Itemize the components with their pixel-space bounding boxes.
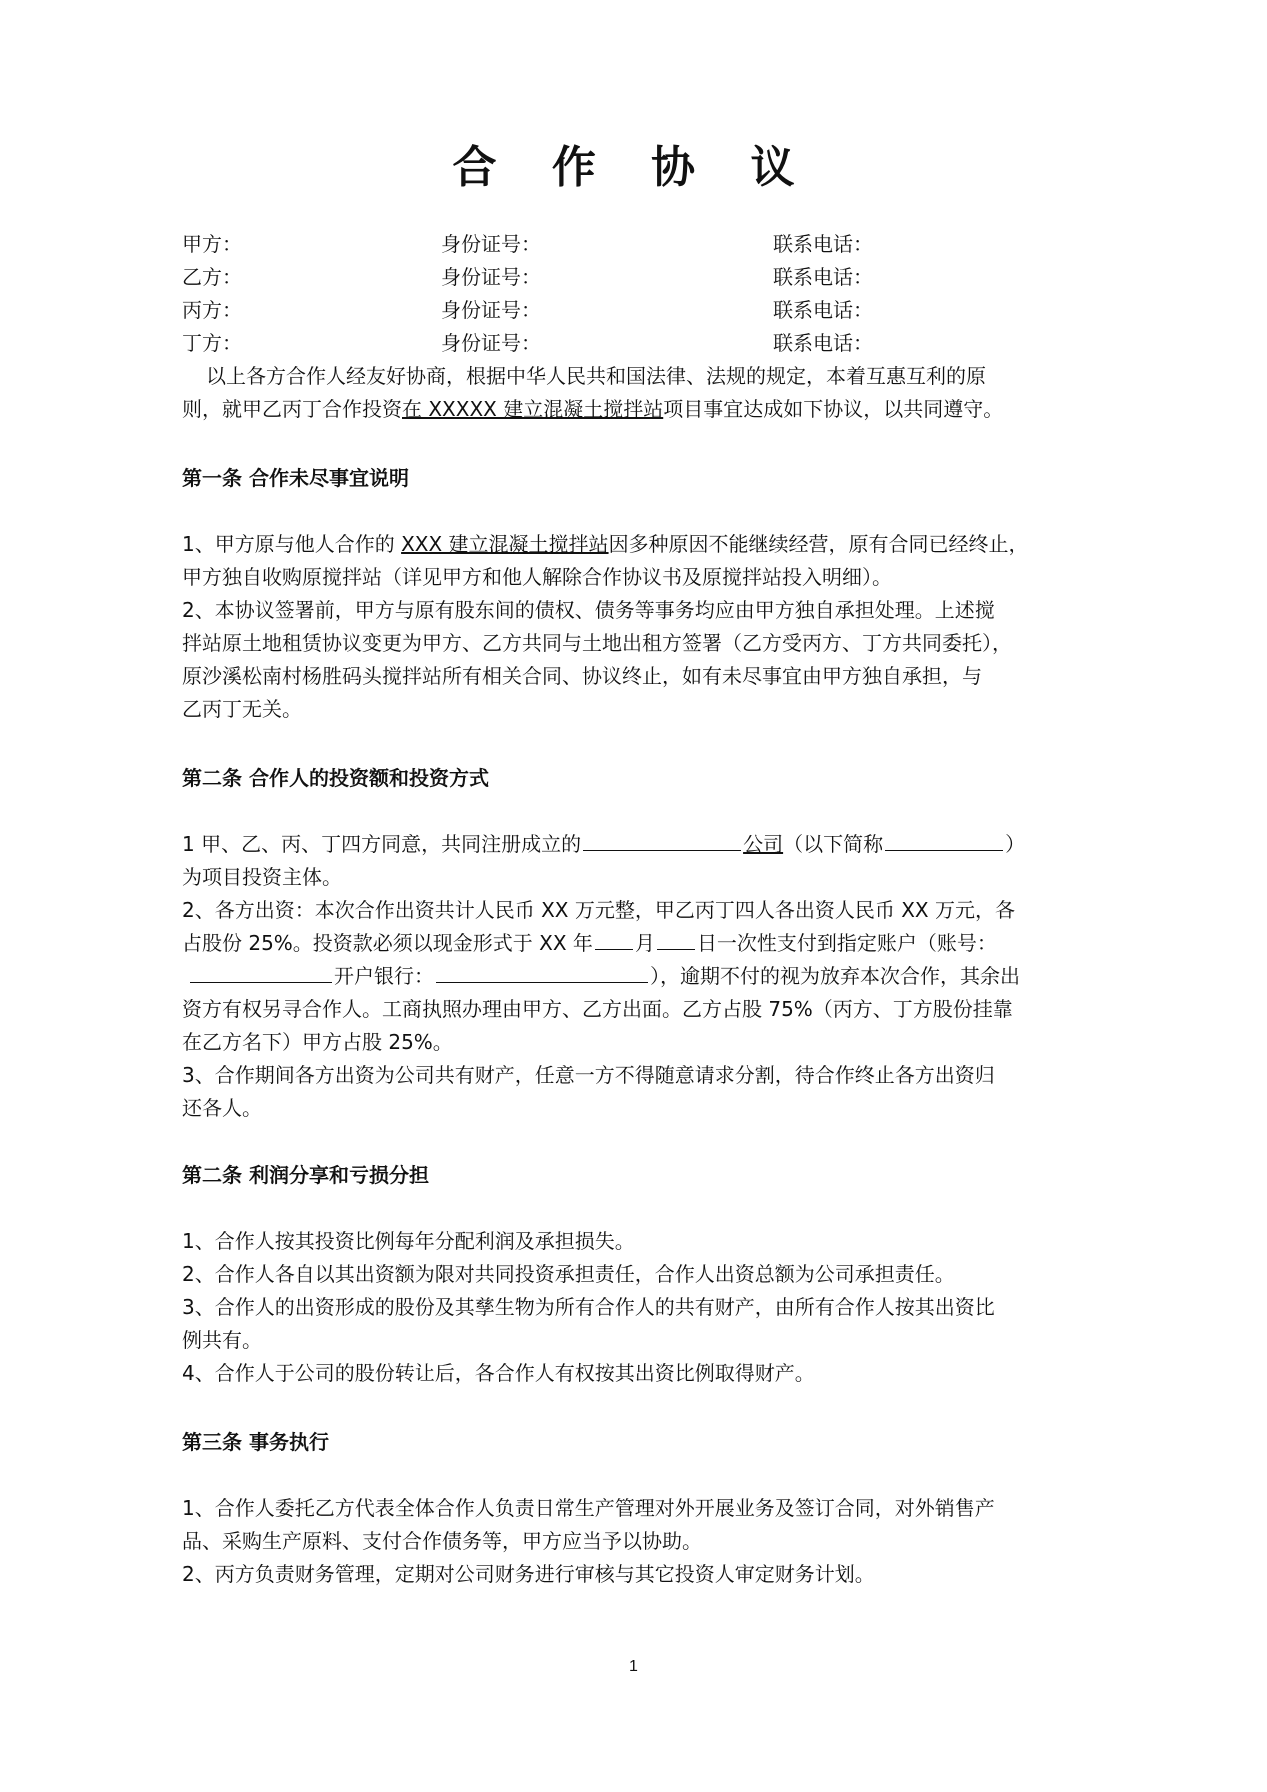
text: 1 甲、乙、丙、丁四方同意，共同注册成立的: [182, 832, 582, 856]
party-b-label: 乙方：: [182, 265, 242, 289]
party-d-phone-label: 联系电话：: [773, 331, 873, 355]
party-a-id-label: 身份证号：: [441, 232, 541, 256]
article-4-para-1-line-1: 1、合作人委托乙方代表全体合作人负责日常生产管理对外开展业务及签订合同，对外销售产: [182, 1496, 995, 1520]
article-4-para-1-line-2: 品、采购生产原料、支付合作债务等，甲方应当予以协助。: [182, 1529, 702, 1553]
text: ），逾期不付的视为放弃本次合作，其余出: [650, 964, 1020, 988]
party-b-id-label: 身份证号：: [441, 265, 541, 289]
text: （以下简称: [783, 832, 884, 856]
article-2-para-1-line-2: 为项目投资主体。: [182, 865, 342, 889]
article-1-para-1-line-1: [182, 530, 1029, 558]
text: 因多种原因不能继续经营，原有合同已经终止，: [608, 532, 1029, 556]
party-c-id-label: 身份证号：: [441, 298, 541, 322]
article-2-para-2-line-1: 2、各方出资：本次合作出资共计人民币 XX 万元整，甲乙丙丁四人各出资人民币 XX 万元，各: [182, 898, 1015, 922]
party-c-label: 丙方：: [182, 298, 242, 322]
party-a-phone-label: 联系电话：: [773, 232, 873, 256]
article-2-para-3-line-1: 3、合作期间各方出资为公司共有财产，任意一方不得随意请求分割，待合作终止各方出资归: [182, 1063, 995, 1087]
account-number-blank: [190, 962, 332, 983]
preamble-text-end: 项目事宜达成如下协议，以共同遵守。: [663, 397, 1004, 421]
party-a-label: 甲方：: [182, 232, 242, 256]
article-2-para-3-line-2: 还各人。: [182, 1096, 262, 1120]
article-2-para-2-line-5: 在乙方名下）甲方占股 25%。: [182, 1030, 453, 1054]
article-3-para-2: 2、合作人各自以其出资额为限对共同投资承担责任，合作人出资总额为公司承担责任。: [182, 1262, 955, 1286]
company-name-blank: [583, 830, 741, 851]
article-2-heading: 第二条 合作人的投资额和投资方式: [182, 766, 489, 790]
article-1-heading: 第一条 合作未尽事宜说明: [182, 466, 409, 490]
article-4-heading: 第三条 事务执行: [182, 1430, 329, 1454]
article-1-para-2-line-3: 原沙溪松南村杨胜码头搅拌站所有相关合同、协议终止，如有未尽事宜由甲方独自承担，与: [182, 664, 982, 688]
text: 日一次性支付到指定账户（账号：: [696, 931, 997, 955]
abbreviation-blank: [885, 830, 1003, 851]
article-1-para-2-line-2: 拌站原土地租赁协议变更为甲方、乙方共同与土地出租方签署（乙方受丙方、丁方共同委托），: [182, 631, 1012, 655]
party-c-phone-label: 联系电话：: [773, 298, 873, 322]
text: 1、甲方原与他人合作的: [182, 532, 402, 556]
article-1-para-2-line-4: 乙丙丁无关。: [182, 697, 302, 721]
article-3-para-3-line-2: 例共有。: [182, 1328, 262, 1352]
article-3-para-4: 4、合作人于公司的股份转让后，各合作人有权按其出资比例取得财产。: [182, 1361, 815, 1385]
party-b-phone-label: 联系电话：: [773, 265, 873, 289]
text: 占股份 25%。投资款必须以现金形式于 XX 年: [182, 931, 593, 955]
article-1-para-1-line-2: 甲方独自收购原搅拌站（详见甲方和他人解除合作协议书及原搅拌站投入明细）。: [182, 565, 892, 589]
article-2-para-1-line-1: [182, 830, 1025, 858]
article-4-para-2: 2、丙方负责财务管理，定期对公司财务进行审核与其它投资人审定财务计划。: [182, 1562, 875, 1586]
month-blank: [595, 929, 633, 950]
preamble-line-1: 以上各方合作人经友好协商，根据中华人民共和国法律、法规的规定，本着互惠互利的原: [206, 364, 986, 388]
article-3-para-1: 1、合作人按其投资比例每年分配利润及承担损失。: [182, 1229, 635, 1253]
page-number: 1: [629, 1658, 638, 1675]
text: 开户银行：: [334, 964, 434, 988]
project-name: 在 XXXXX 建立混凝土搅拌站: [402, 397, 664, 421]
article-1-para-2-line-1: 2、本协议签署前，甲方与原有股东间的债权、债务等事务均应由甲方独自承担处理。上述搅: [182, 598, 995, 622]
party-d-label: 丁方：: [182, 331, 242, 355]
text: ）: [1005, 832, 1026, 856]
company-label: 公司: [743, 832, 784, 856]
document-title: 合 作 协 议: [452, 142, 815, 193]
article-2-para-2-line-2: [182, 929, 997, 957]
preamble-text: 则，就甲乙丙丁合作投资: [182, 397, 402, 421]
bank-name-blank: [436, 962, 648, 983]
text: 月: [634, 931, 655, 955]
article-3-para-3-line-1: 3、合作人的出资形成的股份及其孳生物为所有合作人的共有财产，由所有合作人按其出资比: [182, 1295, 995, 1319]
former-project-name: XXX 建立混凝土搅拌站: [401, 532, 609, 556]
party-d-id-label: 身份证号：: [441, 331, 541, 355]
article-2-para-2-line-3: [182, 962, 1020, 990]
day-blank: [657, 929, 695, 950]
article-2-para-2-line-4: 资方有权另寻合作人。工商执照办理由甲方、乙方出面。乙方占股 75%（丙方、丁方股份挂靠: [182, 997, 1013, 1021]
article-3-heading: 第二条 利润分享和亏损分担: [182, 1163, 429, 1187]
preamble-line-2: [182, 395, 1003, 423]
